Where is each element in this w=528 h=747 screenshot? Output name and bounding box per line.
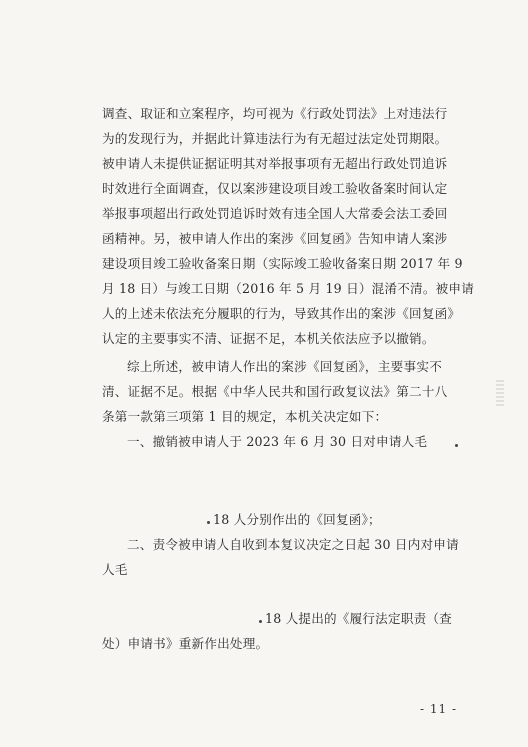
paragraph-2-line-3: 条第一款第三项第 1 目的规定，本机关决定如下： [102,409,388,424]
decision-2-line-1: 二、责令被申请人自收到本复议决定之日起 30 日内对申请 [127,537,459,552]
decision-1-line-1: 一、撤销被申请人于 2023 年 6 月 30 日对申请人毛 [127,434,428,449]
decision-2-line-3: 18 人提出的《履行法定职责（查 [265,611,452,626]
paragraph-1-line-2: 为的发现行为，并据此计算违法行为有无超过法定处罚期限。 [102,131,448,146]
redaction-mark [259,620,262,623]
paragraph-1-line-10: 认定的主要事实不清、证据不足，本机关依法应予以撤销。 [102,331,435,346]
paragraph-1-line-9: 人的上述未依法充分履职的行为，导致其作出的案涉《回复函》 [102,306,461,321]
paragraph-1-line-6: 函精神。另，被申请人作出的案涉《回复函》告知申请人案涉 [102,231,448,246]
paragraph-1-line-7: 建设项目竣工验收备案日期（实际竣工验收备案日期 2017 年 9 [102,256,463,271]
paragraph-1-line-5: 举报事项超出行政处罚追诉时效有违全国人大常委会法工委回 [102,206,448,221]
decision-2-line-2: 人毛 [102,562,128,577]
paragraph-2-line-2: 清、证据不足。根据《中华人民共和国行政复议法》第二十八 [102,384,448,399]
paragraph-1-line-8: 月 18 日）与竣工日期（2016 年 5 月 19 日）混淆不清。被申请 [102,281,475,296]
page-number: - 11 - [420,702,458,716]
decision-1-line-2: 18 人分别作出的《回复函》； [213,512,381,527]
decision-2-line-4: 处）申请书》重新作出处理。 [102,636,269,651]
paragraph-1-line-4: 时效进行全面调查，仅以案涉建设项目竣工验收备案时间认定 [102,181,448,196]
paragraph-1-line-3: 被申请人未提供证据证明其对举报事项有无超出行政处罚追诉 [102,156,448,171]
paragraph-1-line-1: 调查、取证和立案程序，均可视为《行政处罚法》上对违法行 [102,106,448,121]
redaction-mark [455,444,458,447]
paragraph-2-line-1: 综上所述，被申请人作出的案涉《回复函》，主要事实不 [127,359,442,374]
scan-artifact [496,380,504,406]
redaction-mark [207,521,210,524]
